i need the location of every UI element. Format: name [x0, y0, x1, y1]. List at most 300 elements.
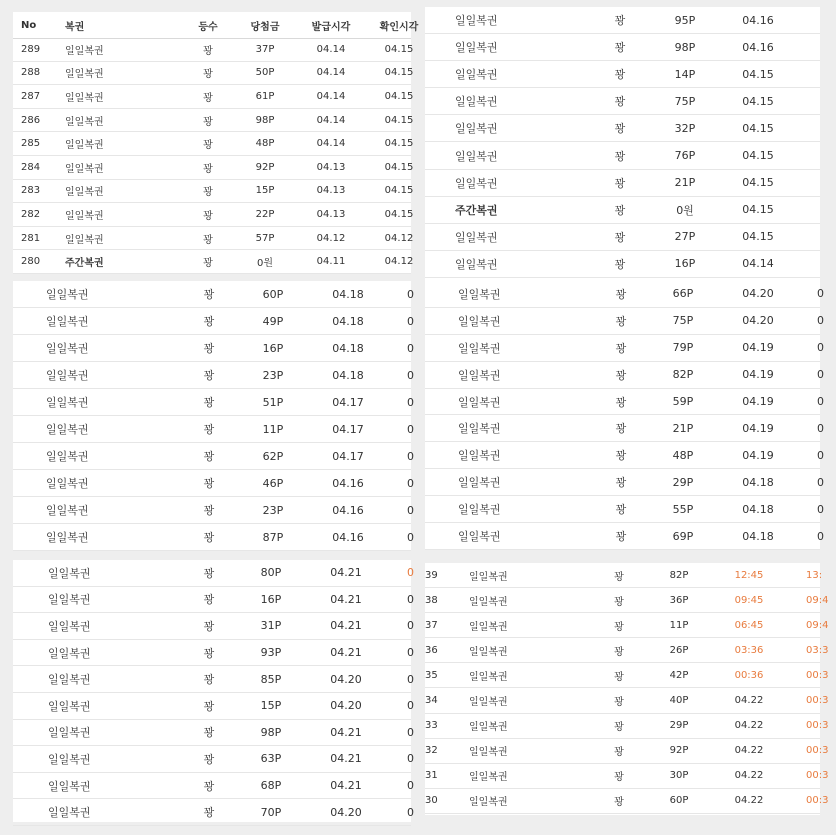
- ticket-name: 일일복권: [65, 92, 104, 104]
- table-row: [425, 496, 824, 523]
- issued-time: 04.13: [316, 208, 346, 220]
- ticket-name: 일일복권: [46, 288, 89, 301]
- rank-cell: 꽝: [203, 396, 215, 409]
- ticket-name: 일일복권: [455, 176, 498, 190]
- rank-cell: 꽝: [203, 258, 213, 270]
- row-no: 280: [21, 256, 41, 268]
- rank-cell: 꽝: [614, 68, 626, 82]
- prize-cell: 16P: [674, 257, 696, 271]
- row-no: 285: [21, 138, 41, 150]
- table-row: [13, 156, 414, 180]
- issued-time: 04.21: [330, 592, 362, 606]
- table-row: [13, 180, 414, 204]
- rank-cell: 꽝: [203, 187, 213, 199]
- issued-time: 04.18: [332, 287, 364, 301]
- issued-time: 04.14: [316, 90, 346, 102]
- table-row: [425, 308, 824, 335]
- ticket-name: 일일복권: [458, 287, 501, 301]
- table-row: [425, 251, 820, 278]
- rank-cell: 꽝: [614, 571, 624, 583]
- prize-cell: 76P: [674, 149, 696, 163]
- ticket-name: 일일복권: [65, 187, 104, 199]
- rank-cell: 꽝: [615, 449, 627, 463]
- table-row: [13, 109, 414, 133]
- issued-time: 04.11: [316, 256, 346, 268]
- table-row: [425, 739, 829, 764]
- issued-time: 04.16: [742, 40, 774, 54]
- table-row: [425, 416, 824, 443]
- table-row: [425, 469, 824, 496]
- prize-cell: 22P: [255, 208, 275, 220]
- rank-cell: 꽝: [614, 176, 626, 190]
- table-row: [425, 34, 820, 61]
- rank-cell: 꽝: [615, 341, 627, 355]
- row-no: 282: [21, 208, 41, 220]
- rank-cell: 꽝: [203, 288, 215, 301]
- ticket-name: 일일복권: [65, 69, 104, 81]
- prize-cell: 82P: [672, 368, 694, 382]
- issued-time: 04.19: [742, 395, 774, 409]
- issued-time: 04.18: [742, 502, 774, 516]
- ticket-name: 일일복권: [455, 41, 498, 55]
- prize-cell: 16P: [260, 592, 282, 606]
- confirmed-time: 0: [407, 341, 414, 355]
- confirmed-time: 04.15: [384, 67, 414, 79]
- ticket-name: 일일복권: [65, 140, 104, 152]
- issued-time: 04.19: [742, 368, 774, 382]
- rank-cell: 꽝: [203, 726, 215, 740]
- rank-cell: 꽝: [615, 395, 627, 409]
- prize-cell: 98P: [674, 40, 696, 54]
- header-issued: 발급시각: [311, 21, 351, 33]
- rank-cell: 꽝: [203, 593, 215, 607]
- rank-cell: 꽝: [203, 423, 215, 436]
- issued-time: 04.21: [330, 752, 362, 766]
- rank-cell: 꽝: [203, 92, 213, 104]
- issued-time: 04.13: [316, 161, 346, 173]
- prize-cell: 26P: [669, 644, 689, 656]
- prize-cell: 15P: [260, 699, 282, 713]
- prize-cell: 15P: [255, 185, 275, 197]
- ticket-name: 주간복권: [455, 203, 498, 217]
- issued-time: 04.22: [734, 695, 764, 707]
- table-row: [425, 689, 829, 714]
- table-row: [425, 789, 829, 814]
- row-no: 30: [425, 795, 438, 807]
- rank-cell: 꽝: [203, 369, 215, 382]
- rank-cell: 꽝: [614, 646, 624, 658]
- prize-cell: 95P: [674, 13, 696, 27]
- table-row: [13, 497, 414, 524]
- rank-cell: 꽝: [614, 14, 626, 28]
- rank-cell: 꽝: [614, 122, 626, 136]
- issued-time: 04.15: [742, 230, 774, 244]
- table-row: [13, 132, 414, 156]
- rank-cell: 꽝: [615, 530, 627, 544]
- rank-cell: 꽝: [203, 779, 215, 793]
- confirmed-time: 04.15: [384, 138, 414, 150]
- table-row: [425, 663, 829, 688]
- confirmed-time: 0: [407, 476, 414, 490]
- prize-cell: 37P: [255, 43, 275, 55]
- table-row: [425, 143, 820, 170]
- issued-time: 04.19: [742, 421, 774, 435]
- ticket-name: 일일복권: [455, 68, 498, 82]
- table-row: [13, 799, 414, 826]
- header-prize: 당첨금: [250, 21, 280, 33]
- table-row: [425, 7, 820, 34]
- table-row: [425, 197, 820, 224]
- confirmed-time: 04.15: [384, 161, 414, 173]
- confirmed-time: 0: [407, 752, 414, 766]
- table-row: [13, 281, 414, 308]
- ticket-name: 일일복권: [46, 450, 89, 463]
- confirmed-time: 04.15: [384, 90, 414, 102]
- table-row: [13, 308, 414, 335]
- ticket-name: 일일복권: [458, 395, 501, 409]
- ticket-name: 일일복권: [48, 779, 91, 793]
- table-row: [13, 560, 414, 587]
- confirmed-time: 0: [817, 314, 824, 328]
- table-row: [13, 524, 414, 551]
- ticket-name: 일일복권: [48, 752, 91, 766]
- rank-cell: 꽝: [614, 797, 624, 809]
- issued-time: 00:36: [734, 669, 764, 681]
- rank-cell: 꽝: [203, 619, 215, 633]
- issued-time: 04.22: [734, 720, 764, 732]
- rank-cell: 꽝: [614, 722, 624, 734]
- ticket-table-panel-1: [13, 12, 419, 274]
- confirmed-time: 13:: [806, 569, 823, 581]
- rank-cell: 꽝: [614, 772, 624, 784]
- issued-time: 04.18: [742, 475, 774, 489]
- confirmed-time: 09:4: [806, 594, 829, 606]
- row-no: 36: [425, 644, 438, 656]
- table-row: [13, 62, 414, 86]
- table-row: [13, 613, 414, 640]
- issued-time: 04.20: [330, 805, 362, 819]
- table-row: [425, 563, 823, 588]
- confirmed-time: 04.15: [384, 208, 414, 220]
- row-no: 37: [425, 619, 438, 631]
- rank-cell: 꽝: [614, 230, 626, 244]
- prize-cell: 0원: [256, 258, 274, 270]
- confirmed-time: 00:3: [806, 669, 829, 681]
- prize-cell: 50P: [255, 67, 275, 79]
- row-no: 286: [21, 114, 41, 126]
- prize-cell: 98P: [260, 725, 282, 739]
- confirmed-time: 0: [407, 314, 414, 328]
- issued-time: 12:45: [734, 569, 764, 581]
- row-no: 289: [21, 43, 41, 55]
- table-row: [425, 389, 824, 416]
- rank-cell: 꽝: [203, 234, 213, 246]
- prize-cell: 92P: [669, 745, 689, 757]
- prize-cell: 21P: [672, 421, 694, 435]
- confirmed-time: 0: [407, 592, 414, 606]
- confirmed-time: 0: [817, 502, 824, 516]
- table-row: [425, 61, 820, 88]
- row-no: 31: [425, 770, 438, 782]
- header-ticket: 복권: [65, 21, 85, 33]
- issued-time: 04.21: [330, 646, 362, 660]
- issued-time: 09:45: [734, 594, 764, 606]
- confirmed-time: 04.12: [384, 232, 414, 244]
- rank-cell: 꽝: [203, 752, 215, 766]
- ticket-name: 일일복권: [46, 369, 89, 382]
- ticket-name: 일일복권: [469, 671, 508, 683]
- table-row: [13, 587, 414, 614]
- table-row: [425, 335, 824, 362]
- rank-cell: 꽝: [203, 531, 215, 544]
- prize-cell: 62P: [262, 449, 284, 463]
- row-no: 283: [21, 185, 41, 197]
- rank-cell: 꽝: [614, 149, 626, 163]
- rank-cell: 꽝: [203, 69, 213, 81]
- confirmed-time: 0: [817, 475, 824, 489]
- confirmed-time: 00:3: [806, 695, 829, 707]
- issued-time: 04.22: [734, 795, 764, 807]
- table-row: [13, 335, 414, 362]
- rank-cell: 꽝: [203, 140, 213, 152]
- prize-cell: 32P: [674, 121, 696, 135]
- issued-time: 04.14: [316, 138, 346, 150]
- confirmed-time: 0: [407, 287, 414, 301]
- rank-cell: 꽝: [203, 116, 213, 128]
- prize-cell: 30P: [669, 770, 689, 782]
- table-row: [13, 720, 414, 747]
- ticket-name: 일일복권: [65, 234, 104, 246]
- table-row: [425, 442, 824, 469]
- rank-cell: 꽝: [203, 646, 215, 660]
- prize-cell: 14P: [674, 67, 696, 81]
- prize-cell: 55P: [672, 502, 694, 516]
- prize-cell: 98P: [255, 114, 275, 126]
- ticket-table-panel-6: [425, 563, 829, 815]
- issued-time: 04.15: [742, 67, 774, 81]
- ticket-name: 일일복권: [455, 257, 498, 271]
- confirmed-time: 0: [407, 699, 414, 713]
- issued-time: 04.20: [330, 672, 362, 686]
- ticket-name: 일일복권: [455, 95, 498, 109]
- rank-cell: 꽝: [614, 621, 624, 633]
- rank-cell: 꽝: [614, 671, 624, 683]
- ticket-name: 일일복권: [469, 646, 508, 658]
- ticket-name: 일일복권: [469, 797, 508, 809]
- rank-cell: 꽝: [203, 504, 215, 517]
- issued-time: 04.22: [734, 770, 764, 782]
- rank-cell: 꽝: [614, 747, 624, 759]
- rank-cell: 꽝: [614, 95, 626, 109]
- table-row: [425, 88, 820, 115]
- issued-time: 04.14: [316, 114, 346, 126]
- prize-cell: 23P: [262, 368, 284, 382]
- table-row: [13, 362, 414, 389]
- prize-cell: 60P: [262, 287, 284, 301]
- ticket-name: 일일복권: [469, 747, 508, 759]
- row-no: 33: [425, 720, 438, 732]
- ticket-name: 일일복권: [65, 210, 104, 222]
- prize-cell: 42P: [669, 669, 689, 681]
- ticket-name: 일일복권: [46, 531, 89, 544]
- prize-cell: 79P: [672, 341, 694, 355]
- confirmed-time: 00:3: [806, 795, 829, 807]
- issued-time: 04.18: [332, 314, 364, 328]
- issued-time: 04.15: [742, 203, 774, 217]
- prize-cell: 82P: [669, 569, 689, 581]
- confirmed-time: 0: [407, 395, 414, 409]
- ticket-table-panel-2: [425, 7, 820, 281]
- issued-time: 04.13: [316, 185, 346, 197]
- table-row: [13, 250, 414, 274]
- table-row: [13, 666, 414, 693]
- prize-cell: 11P: [669, 619, 689, 631]
- confirmed-time: 0: [817, 287, 824, 301]
- confirmed-time: 0: [407, 368, 414, 382]
- issued-time: 04.15: [742, 176, 774, 190]
- issued-time: 04.19: [742, 341, 774, 355]
- row-no: 38: [425, 594, 438, 606]
- issued-time: 04.19: [742, 448, 774, 462]
- prize-cell: 85P: [260, 672, 282, 686]
- ticket-name: 일일복권: [458, 368, 501, 382]
- table-row: [425, 281, 824, 308]
- confirmed-time: 0: [407, 449, 414, 463]
- rank-cell: 꽝: [614, 257, 626, 271]
- issued-time: 04.18: [332, 368, 364, 382]
- confirmed-time: 00:3: [806, 720, 829, 732]
- ticket-name: 일일복권: [46, 315, 89, 328]
- table-row: [13, 85, 414, 109]
- ticket-name: 일일복권: [469, 772, 508, 784]
- issued-time: 06:45: [734, 619, 764, 631]
- issued-time: 04.20: [742, 287, 774, 301]
- row-no: 288: [21, 67, 41, 79]
- rank-cell: 꽝: [203, 806, 215, 820]
- confirmed-time: 04.12: [384, 256, 414, 268]
- prize-cell: 31P: [260, 619, 282, 633]
- issued-time: 04.17: [332, 449, 364, 463]
- issued-time: 04.16: [332, 503, 364, 517]
- prize-cell: 21P: [674, 176, 696, 190]
- rank-cell: 꽝: [203, 450, 215, 463]
- issued-time: 04.20: [742, 314, 774, 328]
- table-row: [13, 693, 414, 720]
- row-no: 32: [425, 745, 438, 757]
- issued-time: 04.15: [742, 94, 774, 108]
- table-row: [425, 170, 820, 197]
- rank-cell: 꽝: [615, 368, 627, 382]
- rank-cell: 꽝: [203, 210, 213, 222]
- ticket-name: 일일복권: [455, 230, 498, 244]
- issued-time: 04.18: [742, 529, 774, 543]
- issued-time: 04.15: [742, 149, 774, 163]
- table-row: [13, 746, 414, 773]
- rank-cell: 꽝: [615, 314, 627, 328]
- ticket-name: 일일복권: [455, 149, 498, 163]
- prize-cell: 68P: [260, 779, 282, 793]
- issued-time: 04.14: [316, 67, 346, 79]
- issued-time: 04.16: [332, 530, 364, 544]
- confirmed-time: 0: [407, 566, 414, 580]
- rank-cell: 꽝: [203, 342, 215, 355]
- ticket-name: 일일복권: [46, 423, 89, 436]
- prize-cell: 66P: [672, 287, 694, 301]
- row-no: 281: [21, 232, 41, 244]
- prize-cell: 51P: [262, 395, 284, 409]
- table-row: [13, 773, 414, 800]
- ticket-name: 일일복권: [469, 596, 508, 608]
- prize-cell: 48P: [672, 448, 694, 462]
- rank-cell: 꽝: [203, 673, 215, 687]
- prize-cell: 60P: [669, 795, 689, 807]
- ticket-name: 주간복권: [65, 258, 104, 270]
- issued-time: 04.20: [330, 699, 362, 713]
- prize-cell: 69P: [672, 529, 694, 543]
- rank-cell: 꽝: [203, 477, 215, 490]
- issued-time: 04.15: [742, 121, 774, 135]
- row-no: 35: [425, 669, 438, 681]
- rank-cell: 꽝: [615, 422, 627, 436]
- ticket-name: 일일복권: [469, 697, 508, 709]
- confirmed-time: 04.15: [384, 43, 414, 55]
- ticket-name: 일일복권: [48, 673, 91, 687]
- rank-cell: 꽝: [614, 203, 626, 217]
- issued-time: 04.12: [316, 232, 346, 244]
- issued-time: 04.16: [332, 476, 364, 490]
- prize-cell: 48P: [255, 138, 275, 150]
- confirmed-time: 0: [407, 619, 414, 633]
- prize-cell: 63P: [260, 752, 282, 766]
- prize-cell: 29P: [672, 475, 694, 489]
- rank-cell: 꽝: [615, 476, 627, 490]
- confirmed-time: 0: [817, 341, 824, 355]
- confirmed-time: 00:3: [806, 770, 829, 782]
- header-no: No: [21, 19, 37, 31]
- table-row: [13, 203, 414, 227]
- ticket-name: 일일복권: [48, 646, 91, 660]
- confirmed-time: 00:3: [806, 745, 829, 757]
- ticket-name: 일일복권: [455, 122, 498, 136]
- table-row: [425, 224, 820, 251]
- table-row: [425, 638, 829, 663]
- prize-cell: 70P: [260, 805, 282, 819]
- rank-cell: 꽝: [203, 163, 213, 175]
- issued-time: 04.14: [742, 257, 774, 271]
- issued-time: 04.21: [330, 779, 362, 793]
- ticket-name: 일일복권: [46, 477, 89, 490]
- ticket-name: 일일복권: [458, 341, 501, 355]
- table-row: [425, 362, 824, 389]
- confirmed-time: 04.15: [384, 185, 414, 197]
- confirmed-time: 0: [407, 725, 414, 739]
- ticket-name: 일일복권: [469, 621, 508, 633]
- confirmed-time: 04.15: [384, 114, 414, 126]
- ticket-name: 일일복권: [458, 503, 501, 517]
- prize-cell: 11P: [262, 422, 284, 436]
- ticket-name: 일일복권: [65, 116, 104, 128]
- prize-cell: 40P: [669, 695, 689, 707]
- table-row: [13, 470, 414, 497]
- row-no: 287: [21, 90, 41, 102]
- ticket-name: 일일복권: [458, 314, 501, 328]
- ticket-name: 일일복권: [48, 619, 91, 633]
- ticket-table-panel-4: [425, 281, 824, 549]
- ticket-name: 일일복권: [455, 14, 498, 28]
- issued-time: 04.17: [332, 395, 364, 409]
- table-row: [425, 588, 829, 613]
- confirmed-time: 0: [407, 805, 414, 819]
